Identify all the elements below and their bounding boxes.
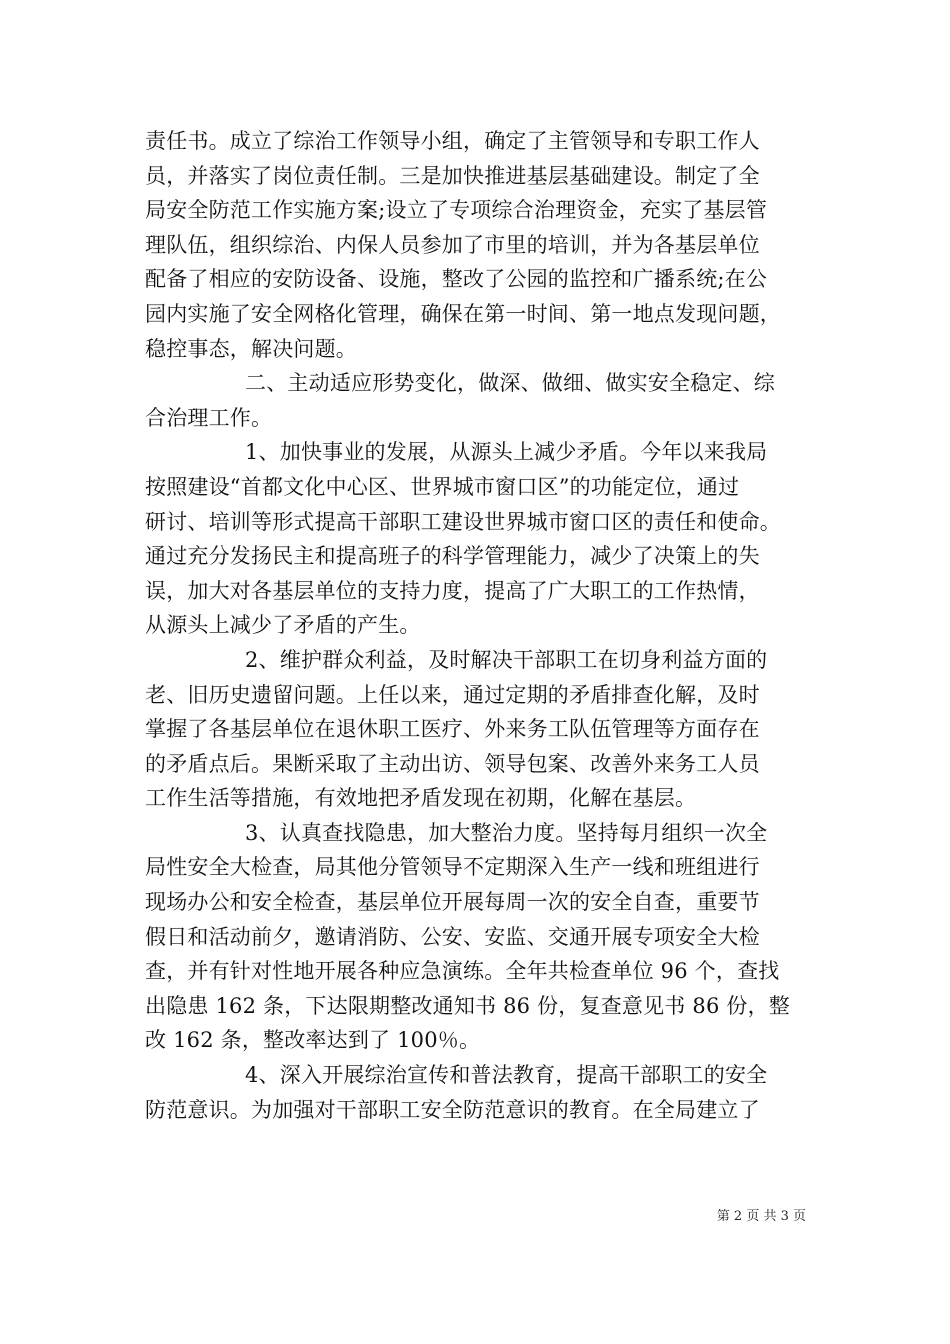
text-line: 理队伍，组织综治、内保人员参加了市里的培训，并为各基层单位 [145,232,760,257]
text-line: 按照建设“首都文化中心区、世界城市窗口区”的功能定位，通过 [145,474,740,499]
paragraph-heading-line: 4、深入开展综治宣传和普法教育，提高干部职工的安全 [245,1063,768,1088]
paragraph-heading-line: 1、加快事业的发展，从源头上减少矛盾。今年以来我局 [245,440,768,465]
text-line: 改 162 条，整改率达到了 100％。 [145,1028,481,1053]
paragraph-heading-line: 2、维护群众利益，及时解决干部职工在切身利益方面的 [245,647,768,672]
text-line: 的矛盾点后。果断采取了主动出访、领导包案、改善外来务工人员 [145,751,760,776]
text-line: 局安全防范工作实施方案;设立了专项综合治理资金，充实了基层管 [145,198,768,223]
text-line: 研讨、培训等形式提高干部职工建设世界城市窗口区的责任和使命。 [145,509,781,534]
text-line: 稳控事态，解决问题。 [145,336,357,361]
page-number-footer: 第 2 页 共 3 页 [716,1209,806,1224]
text-line: 假日和活动前夕，邀请消防、公安、安监、交通开展专项安全大检 [145,924,760,949]
text-line: 老、旧历史遗留问题。上任以来，通过定期的矛盾排查化解，及时 [145,682,760,707]
text-line: 通过充分发扬民主和提高班子的科学管理能力，减少了决策上的失 [145,544,760,569]
text-line: 配备了相应的安防设备、设施，整改了公园的监控和广播系统;在公 [145,267,768,292]
text-line: 工作生活等措施，有效地把矛盾发现在初期，化解在基层。 [145,786,697,811]
text-line: 掌握了各基层单位在退休职工医疗、外来务工队伍管理等方面存在 [145,717,760,742]
paragraph-heading-line: 二、主动适应形势变化，做深、做细、做实安全稳定、综 [245,371,775,396]
text-line: 局性安全大检查，局其他分管领导不定期深入生产一线和班组进行 [145,855,760,880]
text-line: 查，并有针对性地开展各种应急演练。全年共检查单位 96 个，查找 [145,959,780,984]
text-line: 园内实施了安全网格化管理，确保在第一时间、第一地点发现问题， [145,301,781,326]
text-line: 员，并落实了岗位责任制。三是加快推进基层基础建设。制定了全 [145,163,760,188]
text-line: 误，加大对各基层单位的支持力度，提高了广大职工的工作热情， [145,578,760,603]
text-line: 出隐患 162 条，下达限期整改通知书 86 份，复查意见书 86 份，整 [145,993,790,1018]
text-line: 合治理工作。 [145,405,273,430]
text-line: 现场办公和安全检查，基层单位开展每周一次的安全自查，重要节 [145,890,760,915]
paragraph-heading-line: 3、认真查找隐患，加大整治力度。坚持每月组织一次全 [245,820,768,845]
document-body [145,124,810,1127]
text-line: 从源头上减少了矛盾的产生。 [145,613,421,638]
text-line: 防范意识。为加强对干部职工安全防范意识的教育。在全局建立了 [145,1097,760,1122]
text-line: 责任书。成立了综治工作领导小组，确定了主管领导和专职工作人 [145,129,760,153]
